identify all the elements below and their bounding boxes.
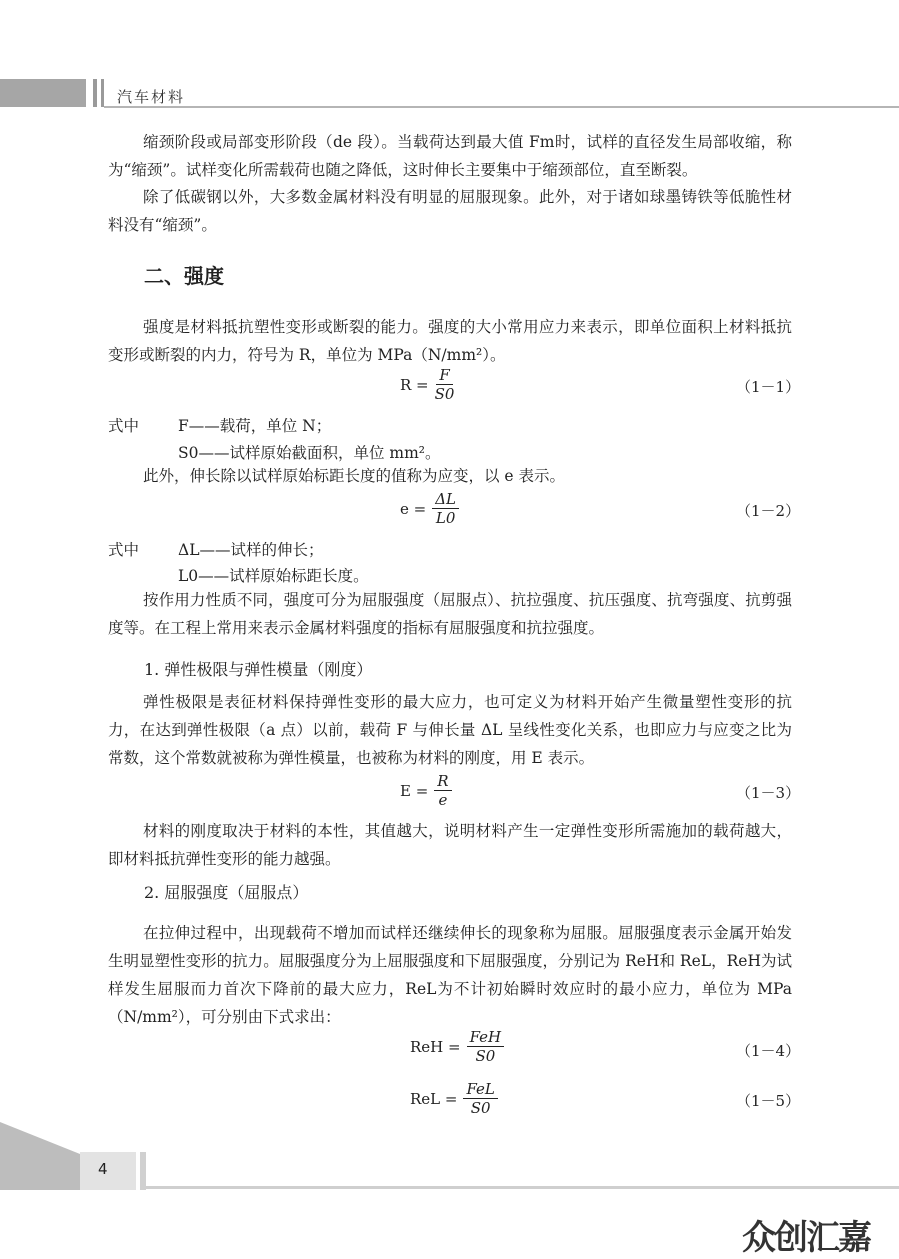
header-rule [101,79,104,107]
definition: F——载荷，单位 N； [178,417,332,435]
page-number: 4 [98,1160,108,1178]
eq-numerator: R [434,772,451,791]
eq-numerator: FeL [463,1080,497,1099]
watermark-logo: 众创汇嘉 [742,1218,870,1258]
equation-number: （1－4） [736,1042,801,1060]
footer-wedge [0,1122,80,1190]
eq-denominator: S0 [434,385,455,403]
equation-number: （1－5） [736,1092,801,1110]
fraction [463,1080,497,1117]
footer-line [146,1186,899,1189]
fraction [434,772,451,809]
where-label: 式中 [108,541,140,559]
definition: ΔL——试样的伸长； [178,541,324,559]
equation [400,490,520,527]
section-heading: 二、强度 [144,264,224,288]
eq-lhs: ReH = [410,1037,461,1056]
definition: L0——试样原始标距长度。 [178,567,369,585]
subsection-heading: 2. 屈服强度（屈服点） [144,883,309,902]
page-number-box [80,1152,136,1190]
eq-denominator: L0 [435,509,456,527]
paragraph: 在拉伸过程中，出现载荷不增加而试样还继续伸长的现象称为屈服。屈服强度表示金属开始发生明显塑性变形的抗力。屈服强度分为上屈服强度和下屈服强度，分别记为 ReH和 ReL，ReH为试样发生屈服而力首次下降前的最大应力，ReL为不计初始瞬时效应时的最小应力，单位为 MPa（N/mm²），可分别由下式求出： [108,924,792,1026]
paragraph: 材料的刚度取决于材料的本性，其值越大，说明材料产生一定弹性变形所需施加的载荷越大，即材料抵抗弹性变形的能力越强。 [108,822,792,868]
eq-denominator: S0 [475,1047,496,1065]
paragraph: 此外，伸长除以试样原始标距长度的值称为应变，以 e 表示。 [143,467,566,485]
header-bar [0,79,86,107]
definition: S0——试样原始截面积，单位 mm²。 [178,444,441,462]
running-header-title: 汽车材料 [117,88,186,106]
eq-numerator: F [436,366,452,385]
subsection-heading: 1. 弹性极限与弹性模量（刚度） [144,660,373,679]
eq-numerator: ΔL [432,490,459,509]
header-line [104,106,899,108]
fraction [432,490,459,527]
eq-numerator: FeH [467,1028,505,1047]
header-rule [93,79,97,107]
paragraph: 弹性极限是表征材料保持弹性变形的最大应力，也可定义为材料开始产生微量塑性变形的抗力，在达到弹性极限（a 点）以前，载荷 F 与伸长量 ΔL 呈线性变化关系，也即应力与应变之比为常数，这个常数就被称为弹性模量，也被称为材料的刚度，用 E 表示。 [108,693,792,767]
eq-denominator: S0 [470,1099,491,1117]
where-label: 式中 [108,417,140,435]
eq-lhs: ReL = [410,1089,458,1108]
eq-lhs: E = [400,781,429,800]
fraction [435,366,455,403]
paragraph: 强度是材料抵抗塑性变形或断裂的能力。强度的大小常用应力来表示，即单位面积上材料抵抗变形或断裂的内力，符号为 R，单位为 MPa（N/mm²）。 [108,318,792,364]
equation-number: （1－2） [736,502,801,520]
footer-decoration [0,1122,899,1192]
equation [410,1080,530,1117]
equation [400,366,520,403]
paragraph: 除了低碳钢以外，大多数金属材料没有明显的屈服现象。此外，对于诸如球墨铸铁等低脆性材料没有“缩颈”。 [108,188,792,234]
fraction [467,1028,505,1065]
eq-denominator: e [438,791,448,809]
equation-number: （1－1） [736,378,801,396]
eq-lhs: e = [400,499,427,518]
equation [400,772,520,809]
footer-rule [140,1152,146,1190]
paragraph: 缩颈阶段或局部变形阶段（de 段）。当载荷达到最大值 Fm时，试样的直径发生局部收缩，称为“缩颈”。试样变化所需载荷也随之降低，这时伸长主要集中于缩颈部位，直至断裂。 [108,133,792,179]
equation-number: （1－3） [736,784,801,802]
eq-lhs: R = [400,375,429,394]
equation [410,1028,530,1065]
paragraph: 按作用力性质不同，强度可分为屈服强度（屈服点）、抗拉强度、抗压强度、抗弯强度、抗剪强度等。在工程上常用来表示金属材料强度的指标有屈服强度和抗拉强度。 [108,591,792,637]
